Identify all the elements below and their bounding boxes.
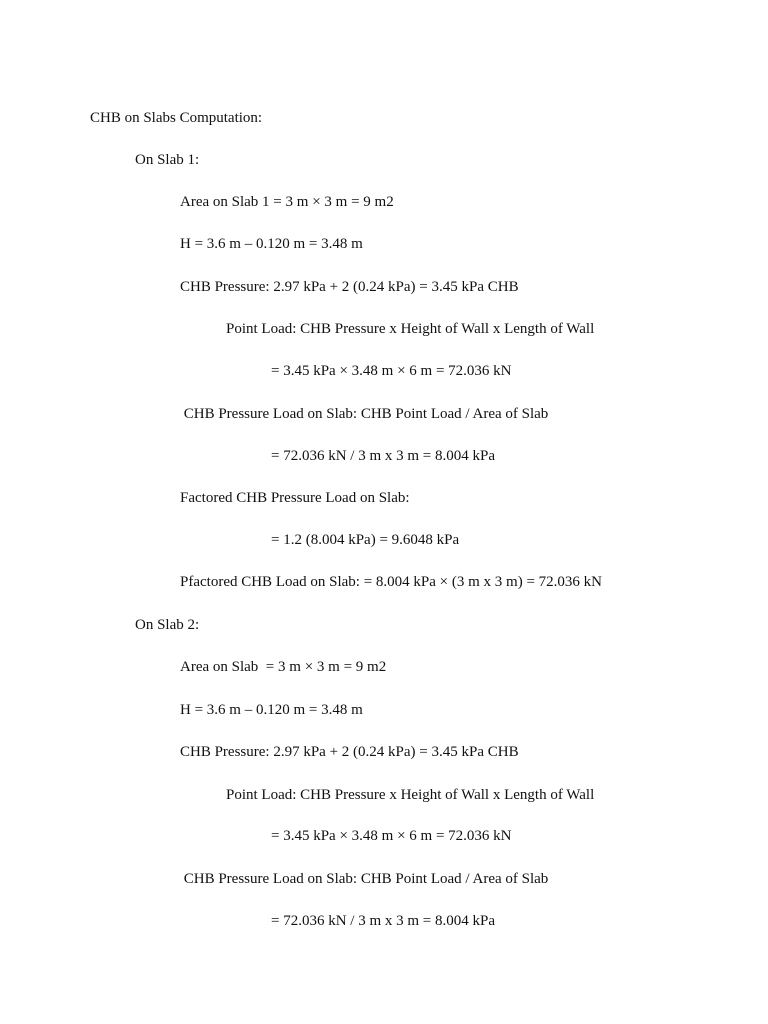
slab2-point-load: Point Load: CHB Pressure x Height of Wall x Length of Wall — [226, 787, 595, 803]
slab1-pressure: CHB Pressure: 2.97 kPa + 2 (0.24 kPa) = 3.45 kPa CHB — [180, 279, 519, 295]
slab2-pressure: CHB Pressure: 2.97 kPa + 2 (0.24 kPa) = 3.45 kPa CHB — [180, 744, 519, 760]
slab1-factored: Factored CHB Pressure Load on Slab: — [180, 490, 410, 506]
slab2-pressure-load: CHB Pressure Load on Slab: CHB Point Load / Area of Slab — [180, 871, 549, 887]
slab1-pfactored: Pfactored CHB Load on Slab: = 8.004 kPa × (3 m x 3 m) = 72.036 kN — [180, 574, 603, 590]
slab1-height: H = 3.6 m – 0.120 m = 3.48 m — [180, 236, 363, 252]
heading: CHB on Slabs Computation: — [90, 110, 263, 126]
slab2-height: H = 3.6 m – 0.120 m = 3.48 m — [180, 702, 363, 718]
slab2-point-load-value: = 3.45 kPa × 3.48 m × 6 m = 72.036 kN — [271, 828, 512, 844]
slab2-area: Area on Slab = 3 m × 3 m = 9 m2 — [180, 659, 387, 675]
slab1-title: On Slab 1: — [135, 152, 200, 168]
slab1-point-load-value: = 3.45 kPa × 3.48 m × 6 m = 72.036 kN — [271, 363, 512, 379]
slab1-point-load: Point Load: CHB Pressure x Height of Wall x Length of Wall — [226, 321, 595, 337]
slab1-pressure-load-value: = 72.036 kN / 3 m x 3 m = 8.004 kPa — [271, 448, 496, 464]
slab1-area: Area on Slab 1 = 3 m × 3 m = 9 m2 — [180, 194, 394, 210]
slab1-pressure-load: CHB Pressure Load on Slab: CHB Point Load / Area of Slab — [180, 406, 549, 422]
slab1-factored-value: = 1.2 (8.004 kPa) = 9.6048 kPa — [271, 532, 460, 548]
slab2-pressure-load-value: = 72.036 kN / 3 m x 3 m = 8.004 kPa — [271, 913, 496, 929]
slab2-title: On Slab 2: — [135, 617, 200, 633]
